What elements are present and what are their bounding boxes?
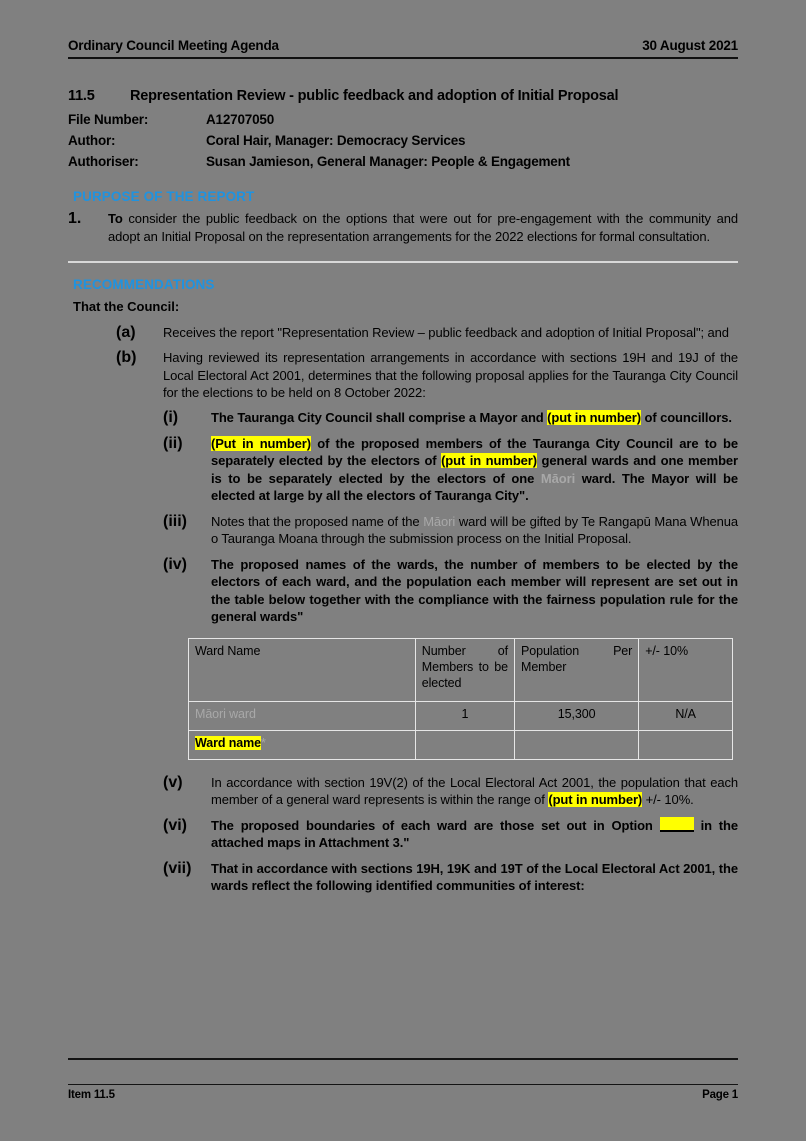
item-vi-marker: (vi) <box>163 816 187 834</box>
purpose-rest: consider the public feedback on the options that were out for pre-engagement with the community and adopt an Initial Proposal on the representation arrangements for the 2022 elections for formal consultation. <box>108 211 738 244</box>
recommendation-item-i <box>163 409 738 427</box>
table-row <box>189 730 733 759</box>
authoriser-value: Susan Jamieson, General Manager: People & Engagement <box>206 154 570 169</box>
cell-ward-name <box>189 701 416 730</box>
table-header-row <box>189 638 733 701</box>
item-ii-part1: of the proposed members of the Tauranga City Council are to be separately elected by the electors of <box>211 435 738 468</box>
item-b-text: Having reviewed its representation arrangements in accordance with sections 19H and 19J of the Local Electoral Act 2001, determines that the following proposal applies for the Tauranga City Council for the elections to be held on 8 October 2022: <box>163 350 738 400</box>
cell-ward-name-suffix: * <box>261 735 266 750</box>
item-v-marker: (v) <box>163 773 183 791</box>
cell-ward-name-text: Ward name <box>195 735 262 750</box>
cell-population <box>515 730 639 759</box>
item-i-part1: The Tauranga City Council shall comprise a Mayor and <box>211 409 548 425</box>
column-header-members: Number of Members to be elected <box>415 638 514 701</box>
item-iii-part1: Notes that the proposed name of the <box>211 513 424 529</box>
page-title <box>68 88 738 104</box>
recommendation-item-b <box>116 349 738 402</box>
cell-members: 1 <box>415 701 514 730</box>
meta-row-authoriser <box>68 154 738 169</box>
recommendation-item-iii <box>163 513 738 548</box>
purpose-item-text <box>108 210 738 245</box>
item-i-highlight: (put in number) <box>547 409 641 425</box>
file-number-label: File Number: <box>68 112 149 127</box>
recommendation-item-vii <box>163 860 738 895</box>
item-ii-maori-word: Māori <box>540 470 576 486</box>
item-i-marker: (i) <box>163 408 179 426</box>
cell-ward-name <box>189 730 416 759</box>
item-vi-part2: in the attached maps in Attachment 3." <box>211 817 739 850</box>
author-label: Author: <box>68 133 116 148</box>
item-i-part2: of councillors. <box>640 409 732 425</box>
item-v-part1: In accordance with section 19V(2) of the Local Electoral Act 2001, the population that each member of a general ward represents is within the range of <box>211 774 738 807</box>
cell-population: 15,300 <box>515 701 639 730</box>
purpose-heading: PURPOSE OF THE REPORT <box>73 189 255 204</box>
recommendations-lead-in: That the Council: <box>73 299 180 314</box>
cell-members <box>415 730 514 759</box>
column-header-population: Population Per Member <box>515 638 639 701</box>
item-ii-text <box>211 435 738 505</box>
file-number-value: A12707050 <box>206 112 275 127</box>
document-header <box>68 38 738 59</box>
table-row <box>189 701 733 730</box>
recommendation-item-iv <box>163 556 738 626</box>
item-a-text: Receives the report "Representation Review – public feedback and adoption of Initial Proposal"; and <box>163 325 729 340</box>
footer-page-number: Page 1 <box>702 1089 738 1101</box>
cell-ward-name-text: Māori ward <box>195 706 256 721</box>
item-iii-text <box>211 513 738 548</box>
item-vii-marker: (vii) <box>163 859 192 877</box>
column-header-ward-name: Ward Name <box>189 638 416 701</box>
footer-divider <box>68 1058 738 1060</box>
ward-table-container <box>188 638 737 760</box>
cell-tolerance: N/A <box>639 701 733 730</box>
item-vi-text <box>211 817 738 852</box>
authoriser-label: Authoriser: <box>68 154 139 169</box>
item-vi-part1: The proposed boundaries of each ward are those set out in Option <box>211 817 660 833</box>
item-v-part2: +/- 10%. <box>642 792 694 807</box>
item-iv-marker: (iv) <box>163 555 187 573</box>
item-ii-highlight-1: (Put in number) <box>211 435 311 451</box>
document-footer <box>68 1084 738 1101</box>
item-i-text <box>211 409 738 427</box>
cell-tolerance <box>639 730 733 759</box>
purpose-item-marker: 1. <box>68 210 82 227</box>
item-ii-marker: (ii) <box>163 434 183 452</box>
meta-row-file-number <box>68 112 738 127</box>
option-blank-field[interactable] <box>660 817 694 832</box>
header-date: 30 August 2021 <box>642 38 738 53</box>
purpose-item-1 <box>68 210 738 245</box>
recommendation-item-vi <box>163 817 738 852</box>
recommendation-item-ii <box>163 435 738 505</box>
item-vii-text: That in accordance with sections 19H, 19K and 19T of the Local Electoral Act 2001, the wards reflect the following identified communities of interest: <box>211 860 738 893</box>
item-ii-highlight-2: (put in number) <box>441 453 537 468</box>
recommendation-item-a <box>116 324 738 342</box>
recommendation-item-v <box>163 774 738 809</box>
item-iii-maori-word: Māori <box>423 513 456 529</box>
item-b-marker: (b) <box>116 349 137 366</box>
document-body <box>68 88 738 903</box>
item-number: 11.5 <box>68 88 95 104</box>
recommendations-heading: RECOMMENDATIONS <box>73 277 215 292</box>
column-header-tolerance: +/- 10% <box>639 638 733 701</box>
footer-item-label: Item 11.5 <box>68 1089 115 1101</box>
author-value: Coral Hair, Manager: Democracy Services <box>206 133 466 148</box>
item-iv-text: The proposed names of the wards, the number of members to be elected by the electors of each ward, and the population each member will represent are set out in the table below together with the compliance with the fairness population rule for the general wards" <box>211 556 738 624</box>
item-v-text <box>211 774 738 809</box>
item-ii-part3: ward. The Mayor will be elected at large by all the electors of Tauranga City". <box>211 470 738 503</box>
item-iii-part2: ward will be gifted by Te Rangapū Mana Whenua o Tauranga Moana through the submission process on the Initial Proposal. <box>211 513 738 546</box>
meta-row-author <box>68 133 738 148</box>
header-title: Ordinary Council Meeting Agenda <box>68 38 279 53</box>
item-iii-marker: (iii) <box>163 512 187 530</box>
item-ii-part2: general wards and one member is to be separately elected by the electors of one <box>211 453 739 486</box>
purpose-lead-word: To <box>108 211 123 226</box>
item-title: Representation Review - public feedback and adoption of Initial Proposal <box>130 88 619 104</box>
item-v-highlight: (put in number) <box>548 792 643 807</box>
item-a-marker: (a) <box>116 324 136 341</box>
ward-table <box>188 638 733 760</box>
